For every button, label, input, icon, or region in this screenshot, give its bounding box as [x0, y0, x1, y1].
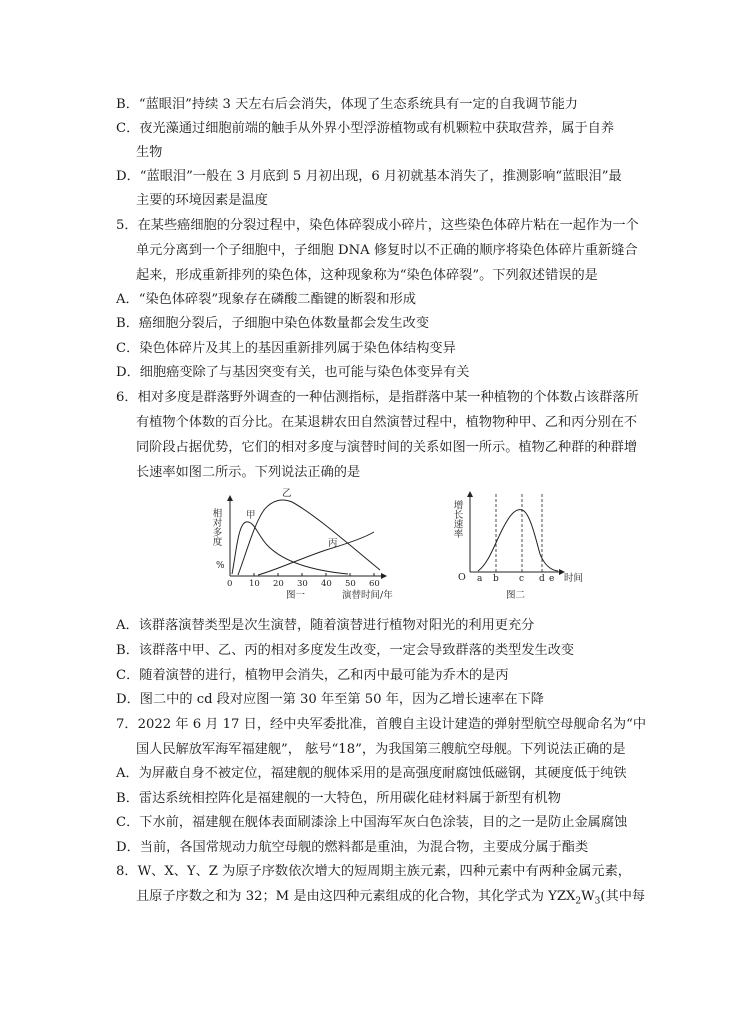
q5-option-d: D．细胞癌变除了与基因突变有关，也可能与染色体变异有关: [116, 365, 470, 380]
fig2-xlabel: 时间: [564, 573, 584, 584]
fig2-ylabel: 增长速率: [451, 500, 463, 538]
fig1-xtick-label: 50: [345, 579, 356, 589]
q5-option-c: C．染色体碎片及其上的基因重新排列属于染色体结构变异: [116, 341, 456, 356]
q6-stem-line2: 有植物个体数的百分比。在某退耕农田自然演替过程中，植物物种甲、乙和丙分别在不: [136, 415, 638, 430]
fig1-xtick-label: 0: [227, 579, 233, 589]
figure-1: [206, 484, 396, 604]
q7-stem-line2: 国人民解放军海军福建舰”， 舷号“18”，为我国第三艘航空母舰。下列说法正确的是: [136, 742, 626, 757]
q7-stem-line1: 7．2022 年 6 月 17 日，经中央军委批准，首艘自主设计建造的弹射型航空母舰命名为“中: [116, 717, 647, 732]
q8-stem-text: 且原子序数之和为 32；M 是由这四种元素组成的化合物，其化学式为 YZX: [136, 889, 576, 904]
q5-stem-line2: 单元分离到一个子细胞中，子细胞 DNA 修复时以不正确的顺序将染色体碎片重新缝合: [136, 243, 638, 258]
fig2-caption: 图二: [506, 590, 526, 601]
q7-option-d: D．当前，各国常规动力航空母舰的燃料都是重油，为混合物，主要成分属于酯类: [116, 840, 589, 855]
q6-stem-line1: 6．相对多度是群落野外调查的一种估测指标，是指群落中某一种植物的个体数占该群落所: [116, 390, 639, 405]
fig2-xtick-label: c: [519, 574, 525, 584]
fig2-xtick-label: b: [493, 574, 499, 584]
q6-option-d: D．图二中的 cd 段对应图一第 30 年至第 50 年，因为乙增长速率在下降: [116, 692, 544, 707]
q4-option-d: D．“蓝眼泪”一般在 3 月底到 5 月初出现，6 月初就基本消失了，推测影响“蓝眼泪”最: [116, 169, 622, 184]
q6-option-b: B．该群落中甲、乙、丙的相对多度发生改变，一定会导致群落的类型发生改变: [116, 643, 575, 658]
q8-stem-line2: [136, 887, 645, 912]
q7-option-c: C．下水前，福建舰在舰体表面刷漆涂上中国海军灰白色涂装，目的之一是防止金属腐蚀: [116, 815, 628, 830]
q8-stem-w: W: [581, 889, 595, 904]
q8-sub-3: 3: [594, 896, 601, 907]
fig2-xtick-label: e: [549, 574, 555, 584]
fig1-xtick-label: 20: [273, 579, 284, 589]
fig1-xtick-label: 40: [321, 579, 332, 589]
q5-option-a: A．“染色体碎裂”现象存在磷酸二酯键的断裂和形成: [116, 292, 416, 307]
fig1-label-yi: 乙: [282, 488, 292, 499]
q5-stem-line1: 5．在某些癌细胞的分裂过程中，染色体碎裂成小碎片，这些染色体碎片粘在一起作为一个: [116, 218, 639, 233]
q7-option-b: B．雷达系统相控阵化是福建舰的一大特色，所用碳化硅材料属于新型有机物: [116, 791, 561, 806]
figure-2: [446, 484, 596, 604]
fig1-xlabel: 演替时间/年: [342, 590, 393, 601]
q8-sub-2: 2: [575, 896, 582, 907]
q5-stem-line3: 起来，形成重新排列的染色体，这种现象称为“染色体碎裂”。下列叙述错误的是: [136, 268, 598, 283]
fig2-xtick-label: a: [477, 574, 483, 584]
fig1-ylabel-text: 相对多度: [210, 508, 222, 546]
fig1-label-bing: 丙: [328, 538, 338, 549]
fig1-label-jia: 甲: [246, 510, 256, 521]
fig1-caption: 图一: [286, 590, 306, 601]
fig2-curve: [478, 510, 558, 571]
q4-option-b: B．“蓝眼泪”持续 3 天左右后会消失，体现了生态系统具有一定的自我调节能力: [116, 97, 578, 112]
fig1-curve-yi: [238, 500, 380, 575]
q8-stem-line1: 8．W、X、Y、Z 为原子序数依次增大的短周期主族元素，四种元素中有两种金属元素，: [116, 864, 631, 879]
q5-option-b: B．癌细胞分裂后，子细胞中染色体数量都会发生改变: [116, 316, 430, 331]
q4-option-d-cont: 主要的环境因素是温度: [136, 193, 268, 208]
q6-stem-line3: 同阶段占据优势，它们的相对多度与演替时间的关系如图一所示。植物乙种群的种群增: [136, 440, 638, 455]
fig1-ylabel: [211, 507, 226, 571]
fig2-origin: O: [458, 572, 466, 583]
q6-option-a: A．该群落演替类型是次生演替，随着演替进行植物对阳光的利用更充分: [116, 618, 535, 633]
fig2-xtick-label: d: [539, 574, 545, 584]
fig1-xtick-label: 60: [369, 579, 380, 589]
q7-option-a: A．为屏蔽自身不被定位，福建舰的舰体采用的是高强度耐腐蚀低磁钢，其硬度低于纯铁: [116, 766, 627, 781]
fig1-xtick-label: 10: [249, 579, 260, 589]
fig1-xtick-label: 30: [297, 579, 308, 589]
q6-stem-line4: 长速率如图二所示。下列说法正确的是: [136, 465, 361, 480]
q4-option-c-cont: 生物: [136, 145, 163, 160]
fig1-yunit: %: [216, 561, 225, 571]
q6-option-c: C．随着演替的进行，植物甲会消失，乙和丙中最可能为乔木的是丙: [116, 668, 509, 683]
q8-stem-tail: (其中每: [600, 889, 646, 904]
q4-option-c: C．夜光藻通过细胞前端的触手从外界小型浮游植物或有机颗粒中获取营养，属于自养: [116, 121, 615, 136]
